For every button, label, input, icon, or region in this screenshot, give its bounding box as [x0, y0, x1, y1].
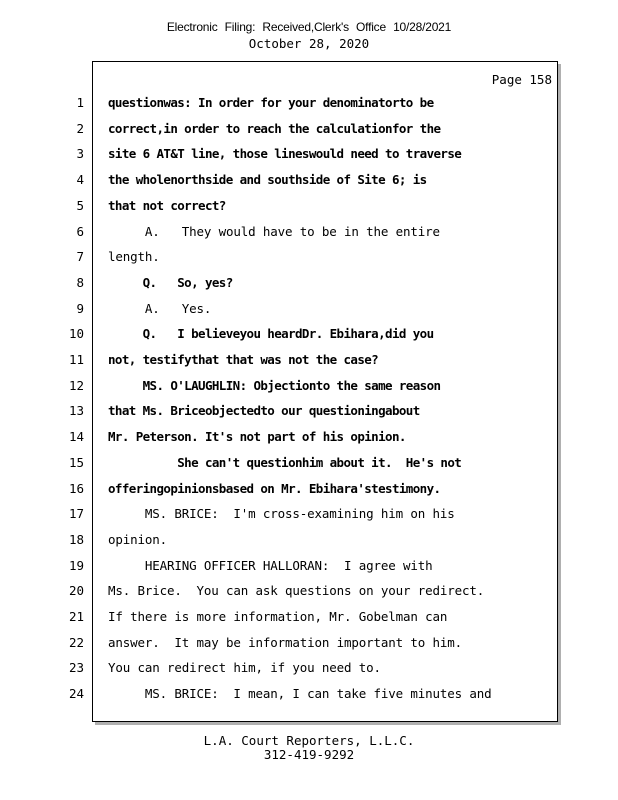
transcript-line: MS. BRICE: I mean, I can take five minutes and [108, 686, 492, 701]
line-number: 13 [68, 403, 84, 418]
line-number: 11 [68, 352, 84, 367]
transcript-line: Q. I believeyou heardDr. Ebihara,did you [108, 326, 434, 341]
transcript-line: MS. BRICE: I'm cross-examining him on his [108, 506, 455, 521]
filing-stamp: Electronic Filing: Received,Clerk's Office 10/28/2021 [166, 20, 452, 34]
transcript-line: questionwas: In order for your denominatorto be [108, 95, 434, 110]
reporter-phone: 312-419-9292 [263, 747, 355, 762]
line-number: 14 [68, 429, 84, 444]
line-number: 17 [68, 506, 84, 521]
transcript-line: You can redirect him, if you need to. [108, 660, 381, 675]
transcript-line: opinion. [108, 532, 168, 547]
line-number: 5 [76, 198, 84, 213]
line-number: 8 [76, 275, 84, 290]
transcript-line: A. They would have to be in the entire [108, 224, 440, 239]
transcript-line: that not correct? [108, 198, 226, 213]
line-number: 23 [68, 660, 84, 675]
transcript-line: offeringopinionsbased on Mr. Ebihara'stestimony. [108, 481, 441, 496]
transcript-line: MS. O'LAUGHLIN: Objectionto the same reason [108, 378, 441, 393]
line-number: 2 [76, 121, 84, 136]
transcript-line: HEARING OFFICER HALLORAN: I agree with [108, 558, 433, 573]
transcript-line: A. Yes. [108, 301, 212, 316]
line-number: 21 [68, 609, 84, 624]
transcript-line: answer. It may be information important to him. [108, 635, 463, 650]
transcript-line: that Ms. Briceobjectedto our questioningabout [108, 403, 420, 418]
reporter-company: L.A. Court Reporters, L.L.C. [203, 733, 415, 748]
transcript-line: correct,in order to reach the calculationfor the [108, 121, 441, 136]
transcript-line: not, testifythat that was not the case? [108, 352, 379, 367]
line-number: 6 [76, 224, 84, 239]
line-number: 12 [68, 378, 84, 393]
page-number: Page 158 [491, 72, 552, 87]
line-number: 16 [68, 481, 84, 496]
transcript-line: Ms. Brice. You can ask questions on your redirect. [108, 583, 485, 598]
line-number: 20 [68, 583, 84, 598]
line-number: 4 [76, 172, 84, 187]
line-number: 15 [68, 455, 84, 470]
line-number: 9 [76, 301, 84, 316]
transcript-line: If there is more information, Mr. Gobelman can [108, 609, 448, 624]
line-number: 19 [68, 558, 84, 573]
line-number: 18 [68, 532, 84, 547]
transcript-line: Mr. Peterson. It's not part of his opinion. [108, 429, 406, 444]
line-number: 22 [68, 635, 84, 650]
line-number: 10 [68, 326, 84, 341]
line-number: 24 [68, 686, 84, 701]
transcript-line: She can't questionhim about it. He's not [108, 455, 462, 470]
transcript-line: the wholenorthside and southside of Site 6; is [108, 172, 427, 187]
line-number: 3 [76, 146, 84, 161]
transcript-line: Q. So, yes? [108, 275, 233, 290]
transcript-date: October 28, 2020 [248, 36, 370, 51]
line-number: 1 [76, 95, 84, 110]
line-number: 7 [76, 249, 84, 264]
transcript-line: length. [108, 249, 160, 264]
transcript-line: site 6 AT&T line, those lineswould need to traverse [108, 146, 462, 161]
